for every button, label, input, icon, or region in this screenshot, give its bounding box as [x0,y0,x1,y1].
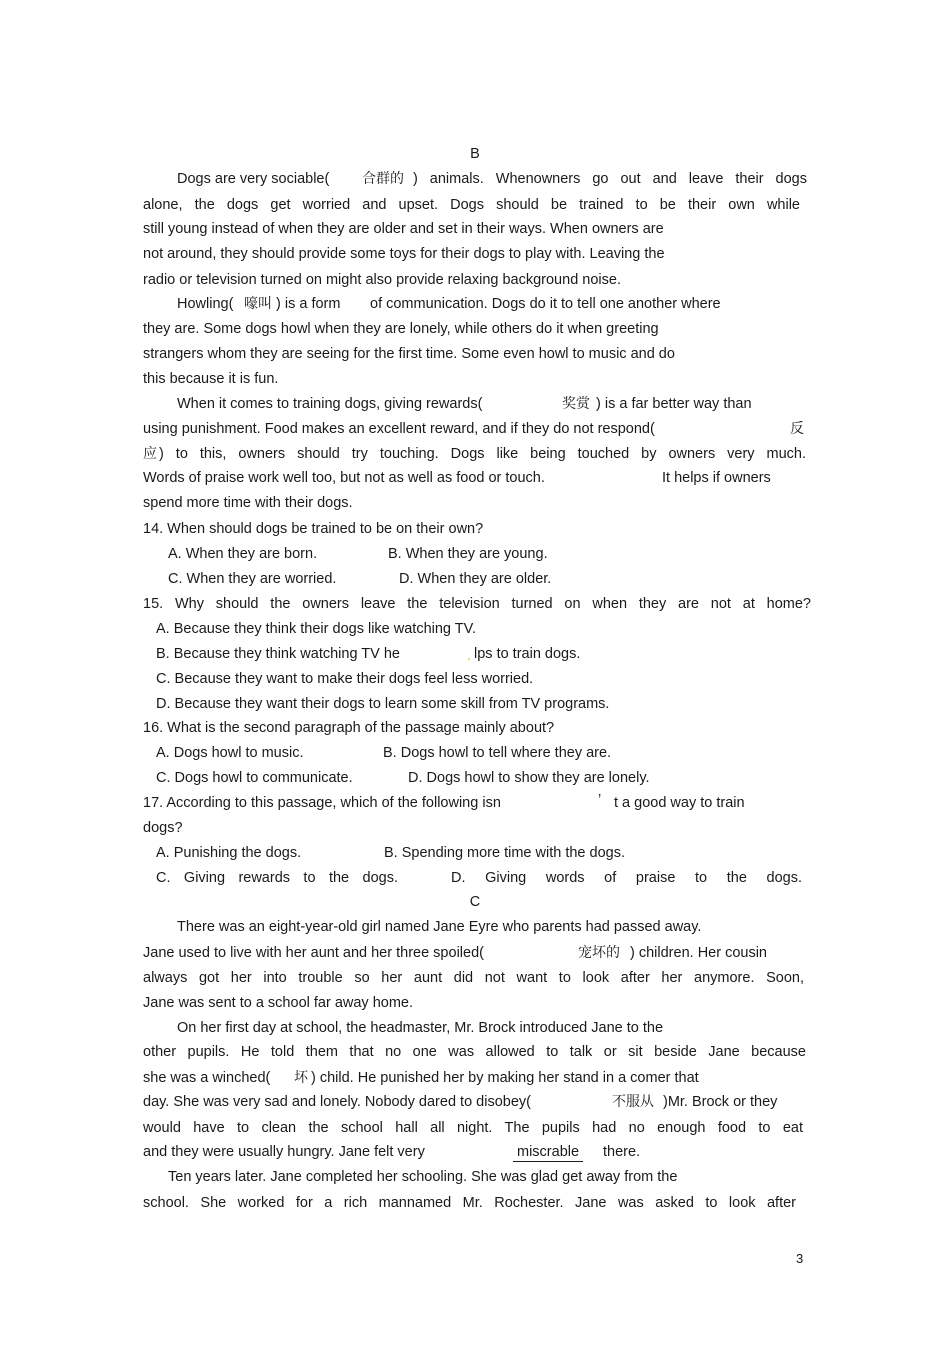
section-b-heading: B [470,146,480,162]
section-c-p1-line2: Jane used to live with her aunt and her three spoiled( [143,945,484,961]
gloss-huai: 坏 [294,1070,308,1086]
q16-option-a: A. Dogs howl to music. [156,745,304,761]
section-c-p2-line4: day. She was very sad and lonely. Nobody dared to disobey( [143,1094,531,1110]
q14-option-d: D. When they are older. [399,571,552,587]
section-b-p3-line2: using punishment. Food makes an excellent reward, and if they do not respond( [143,421,655,437]
section-c-heading: C [469,894,481,910]
question-17-stem-part3: dogs? [143,820,183,836]
section-c-p1-line4: Jane was sent to a school far away home. [143,995,414,1011]
q14-option-b: B. When they are young. [388,546,548,562]
question-17-apostrophe: ’ [598,792,602,808]
section-b-p1-line4: not around, they should provide some toys for their dogs to play with. Leaving the [143,246,665,262]
section-c-p2-line3: she was a winched( [143,1070,271,1086]
section-c-p2-line4-rest: )Mr. Brock or they [663,1094,778,1110]
q15-option-b-part1: B. Because they think watching TV he [156,646,400,662]
section-b-p3-line3: ) to this, owners should try touching. Dogs like being touched by owners very much. [159,446,806,462]
question-16-stem: 16. What is the second paragraph of the passage mainly about? [143,720,555,736]
gloss-chonghuaide: 宠坏的 [578,945,620,961]
gloss-fanying-1: 反 [790,421,804,437]
section-c-p2-line3-rest: ) child. He punished her by making her stand in a comer that [311,1070,699,1086]
q17-option-a: A. Punishing the dogs. [156,845,302,861]
q17-option-c: C. Giving rewards to the dogs. [156,870,398,886]
q14-option-a: A. When they are born. [168,546,318,562]
page-number: 3 [796,1251,804,1266]
gloss-bufucong: 不服从 [612,1094,654,1110]
q17-option-b: B. Spending more time with the dogs. [384,845,625,861]
question-14-stem: 14. When should dogs be trained to be on their own? [143,521,484,537]
section-c-p1-line1: There was an eight-year-old girl named Jane Eyre who parents had passed away. [177,919,702,935]
section-b-p2-line3: strangers whom they are seeing for the first time. Some even howl to music and do [143,346,675,362]
section-b-p3-line4-tail: It helps if owners [662,470,771,486]
question-17-stem-part1: 17. According to this passage, which of the following isn [143,795,501,811]
section-b-p2-line1-rest: of communication. Dogs do it to tell one another where [370,296,721,312]
section-b-p2-line2: they are. Some dogs howl when they are lonely, while others do it when greeting [143,321,659,337]
section-c-p3-line2: school. She worked for a rich mannamed Mr. Rochester. Jane was asked to look after [143,1195,796,1211]
section-b-p1-line3: still young instead of when they are older and set in their ways. When owners are [143,221,664,237]
section-b-p2-line4: this because it is fun. [143,371,279,387]
section-b-p2-form: ) is a form [276,296,341,312]
gloss-fanying-2: 应 [143,446,157,462]
q15-option-c: C. Because they want to make their dogs feel less worried. [156,671,534,687]
section-c-p2-line1: On her first day at school, the headmaster, Mr. Brock introduced Jane to the [177,1020,664,1036]
question-15-stem: 15. Why should the owners leave the television turned on when they are not at home? [143,596,811,612]
gloss-haojiao: 嚎叫 [244,296,272,312]
section-b-p3-line4: Words of praise work well too, but not as well as food or touch. [143,470,545,486]
gloss-hequn: 合群的 [362,171,404,187]
section-c-p2-line6-rest: there. [603,1144,641,1160]
q15-option-d: D. Because they want their dogs to learn some skill from TV programs. [156,696,610,712]
section-b-p3-start: When it comes to training dogs, giving rewards( [177,396,483,412]
gloss-jiangshang: 奖赏 [562,396,590,412]
section-c-p1-line3: always got her into trouble so her aunt did not want to look after her anymore. Soon, [143,970,804,986]
q17-option-d: D. Giving words of praise to the dogs. [451,870,802,886]
section-b-p3-line5: spend more time with their dogs. [143,495,353,511]
section-b-p1-line2: alone, the dogs get worried and upset. Dogs should be trained to be their own while [143,197,800,213]
section-b-p1-line5: radio or television turned on might also provide relaxing background noise. [143,272,621,288]
q15-option-b-part2: lps to train dogs. [474,646,581,662]
section-c-p2-line5: would have to clean the school hall all night. The pupils had no enough food to eat [143,1120,803,1136]
section-b-p1-line1: Dogs are very sociable( [177,171,330,187]
section-c-p2-line6: and they were usually hungry. Jane felt very [143,1144,425,1160]
q15-option-a: A. Because they think their dogs like watching TV. [156,621,476,637]
section-c-p2-line2: other pupils. He told them that no one was allowed to talk or sit beside Jane because [143,1044,806,1060]
q14-option-c: C. When they are worried. [168,571,337,587]
section-b-p3-line1-rest: ) is a far better way than [596,396,752,412]
q16-option-c: C. Dogs howl to communicate. [156,770,353,786]
section-c-p3-line1: Ten years later. Jane completed her schooling. She was glad get away from the [168,1169,678,1185]
section-b-p2-start: Howling( [177,296,234,312]
q15-option-b-dot: . [467,648,472,664]
section-b-p1-line1-rest: ) animals. Whenowners go out and leave their dogs [413,171,807,187]
answer-miscrable: miscrable [513,1143,583,1162]
section-c-p1-line2-rest: ) children. Her cousin [630,945,767,961]
question-17-stem-part2: t a good way to train [614,795,745,811]
q16-option-b: B. Dogs howl to tell where they are. [383,745,612,761]
q16-option-d: D. Dogs howl to show they are lonely. [408,770,650,786]
